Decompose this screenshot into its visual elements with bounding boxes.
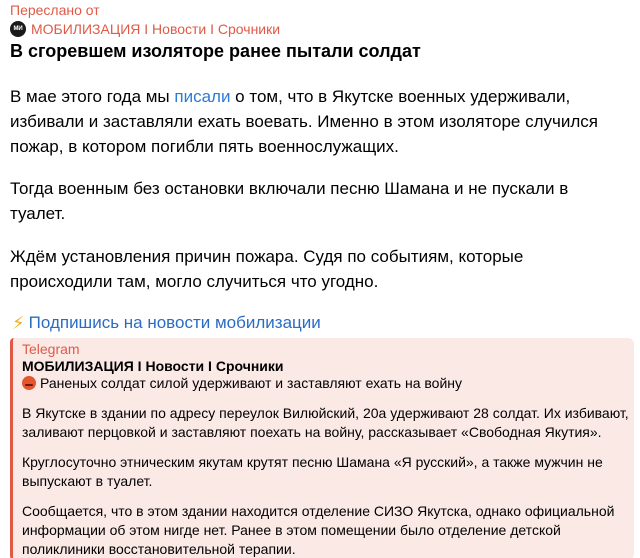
preview-headline-text: Раненых солдат силой удерживают и заставляют ехать на войну <box>40 375 463 391</box>
preview-text: Круглосуточно этническим якутам крутят песню Шамана «Я русский», а также мужчин не <box>22 454 603 470</box>
paragraph-3-text: Ждём установления причин пожара. Судя по событиям, которые <box>10 247 524 266</box>
preview-paragraph-2 <box>22 453 632 491</box>
paragraph-1-text: пожар, в котором погибли пять военнослужащих. <box>10 137 399 156</box>
paragraph-2-text: туалет. <box>10 204 66 223</box>
preview-paragraph-3 <box>22 502 632 558</box>
preview-text: заливают перцовкой и заставляют поехать на войну, рассказывает «Свободная Якутия». <box>22 424 602 440</box>
preview-text: В Якутске в здании по адресу переулок Вилюйский, 20а удерживают 28 солдат. Их избивают, <box>22 405 629 421</box>
preview-text: информации об этом нигде нет. Ранее в этом помещении было отделение детской <box>22 522 561 538</box>
channel-avatar[interactable]: МИ <box>10 21 26 37</box>
paragraph-1-text: В мае этого года мы <box>10 87 175 106</box>
paragraph-1 <box>10 84 630 159</box>
message-headline: В сгоревшем изоляторе ранее пытали солдат <box>10 41 421 61</box>
paragraph-1-text: избивали и заставляли ехать воевать. Именно в этом изоляторе случился <box>10 112 599 131</box>
link-wrote[interactable]: писали <box>174 87 231 106</box>
paragraph-1-text: о том, что в Якутске военных удерживали, <box>230 87 571 106</box>
subscribe-text[interactable]: Подпишись на новости мобилизации <box>28 313 321 332</box>
lightning-icon: ⚡ <box>12 313 25 333</box>
preview-headline <box>22 374 632 393</box>
preview-text: Сообщается, что в этом здании находится отделение СИЗО Якутска, однако официальной <box>22 503 615 519</box>
preview-paragraph-1 <box>22 404 632 442</box>
subscribe-link[interactable] <box>12 312 321 334</box>
paragraph-3-text: происходили там, могло случиться что угодно. <box>10 272 379 291</box>
forwarded-label: Переслано от <box>10 2 100 18</box>
angry-face-icon <box>22 376 36 390</box>
paragraph-3 <box>10 244 630 294</box>
forward-source[interactable] <box>10 20 280 38</box>
forward-channel-name[interactable]: МОБИЛИЗАЦИЯ I Новости I Срочники <box>31 21 281 37</box>
paragraph-2 <box>10 176 630 226</box>
preview-channel: МОБИЛИЗАЦИЯ I Новости I Срочники <box>22 358 284 374</box>
link-preview-quote[interactable] <box>10 338 634 558</box>
preview-text: поликлиники восстановительной терапии. <box>22 541 296 557</box>
preview-text: выпускают в туалет. <box>22 473 153 489</box>
paragraph-2-text: Тогда военным без остановки включали песню Шамана и не пускали в <box>10 179 569 198</box>
preview-source: Telegram <box>22 341 80 357</box>
